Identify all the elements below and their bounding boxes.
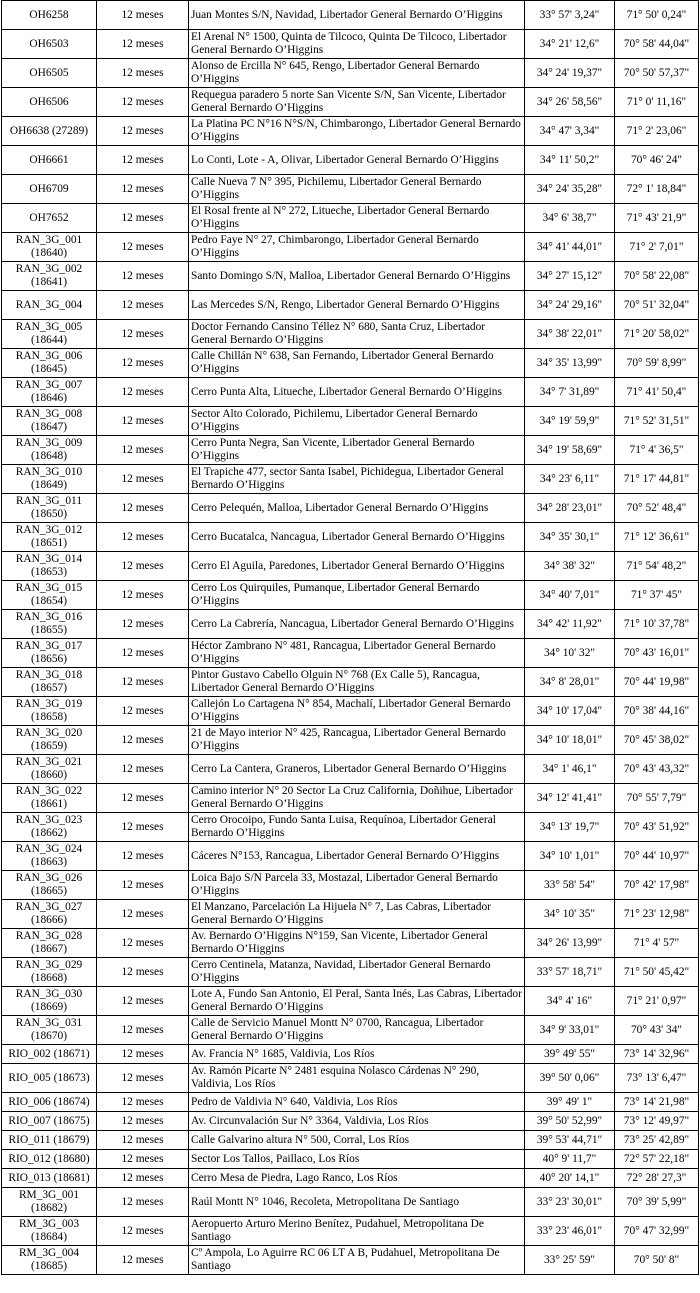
table-body [2, 1, 699, 1275]
table-row [2, 1131, 699, 1150]
site-id-cell: OH6503 [2, 30, 97, 59]
term-cell: 12 meses [97, 291, 189, 320]
longitude-cell: 70° 46' 24" [615, 146, 699, 175]
longitude-cell: 71° 12' 36,61" [615, 523, 699, 552]
longitude-cell: 70° 55' 7,79" [615, 784, 699, 813]
longitude-cell: 73° 12' 49,97" [615, 1112, 699, 1131]
site-id-cell: RAN_3G_004 [2, 291, 97, 320]
term-cell: 12 meses [97, 1150, 189, 1169]
table-row [2, 59, 699, 88]
table-row [2, 639, 699, 668]
latitude-cell: 34° 24' 19,37" [525, 59, 615, 88]
term-cell: 12 meses [97, 1131, 189, 1150]
site-id-cell: RAN_3G_001 (18640) [2, 233, 97, 262]
table-row [2, 1, 699, 30]
site-id-cell: RAN_3G_002 (18641) [2, 262, 97, 291]
site-id-cell: RIO_006 (18674) [2, 1093, 97, 1112]
longitude-cell: 71° 10' 37,78" [615, 610, 699, 639]
latitude-cell: 34° 35' 13,99" [525, 349, 615, 378]
term-cell: 12 meses [97, 726, 189, 755]
site-id-cell: RAN_3G_020 (18659) [2, 726, 97, 755]
latitude-cell: 34° 26' 58,56" [525, 88, 615, 117]
site-id-cell: OH6638 (27289) [2, 117, 97, 146]
longitude-cell: 71° 52' 31,51" [615, 407, 699, 436]
address-cell: Doctor Fernando Cansino Téllez N° 680, Santa Cruz, Libertador General Bernardo O’Higgins [189, 320, 525, 349]
latitude-cell: 34° 41' 44,01" [525, 233, 615, 262]
table-row [2, 465, 699, 494]
term-cell: 12 meses [97, 175, 189, 204]
table-row [2, 88, 699, 117]
table-row [2, 1064, 699, 1093]
sites-table [1, 0, 699, 1275]
address-cell: Santo Domingo S/N, Malloa, Libertador General Bernardo O’Higgins [189, 262, 525, 291]
address-cell: Calle Nueva 7 N° 395, Pichilemu, Libertador General Bernardo O’Higgins [189, 175, 525, 204]
table-row [2, 1093, 699, 1112]
site-id-cell: RAN_3G_015 (18654) [2, 581, 97, 610]
latitude-cell: 34° 40' 7,01" [525, 581, 615, 610]
site-id-cell: RAN_3G_021 (18660) [2, 755, 97, 784]
table-row [2, 1188, 699, 1217]
address-cell: Calle de Servicio Manuel Montt N° 0700, Rancagua, Libertador General Bernardo O’Higgins [189, 1016, 525, 1045]
latitude-cell: 40° 20' 14,1" [525, 1169, 615, 1188]
term-cell: 12 meses [97, 697, 189, 726]
address-cell: Cerro Mesa de Piedra, Lago Ranco, Los Ríos [189, 1169, 525, 1188]
term-cell: 12 meses [97, 900, 189, 929]
latitude-cell: 34° 19' 59,9" [525, 407, 615, 436]
address-cell: Calle Chillán N° 638, San Fernando, Libertador General Bernardo O’Higgins [189, 349, 525, 378]
site-id-cell: RAN_3G_010 (18649) [2, 465, 97, 494]
address-cell: Lote A, Fundo San Antonio, El Peral, Santa Inés, Las Cabras, Libertador General Bernardo O’Higgins [189, 987, 525, 1016]
term-cell: 12 meses [97, 958, 189, 987]
latitude-cell: 34° 23' 6,11" [525, 465, 615, 494]
address-cell: Calle Galvarino altura N° 500, Corral, Los Ríos [189, 1131, 525, 1150]
longitude-cell: 71° 4' 36,5" [615, 436, 699, 465]
table-row [2, 291, 699, 320]
latitude-cell: 39° 50' 52,99" [525, 1112, 615, 1131]
table-row [2, 871, 699, 900]
site-id-cell: OH6505 [2, 59, 97, 88]
address-cell: La Platina PC N°16 N°S/N, Chimbarongo, Libertador General Bernardo O’Higgins [189, 117, 525, 146]
table-row [2, 581, 699, 610]
term-cell: 12 meses [97, 494, 189, 523]
site-id-cell: RIO_013 (18681) [2, 1169, 97, 1188]
term-cell: 12 meses [97, 987, 189, 1016]
term-cell: 12 meses [97, 1064, 189, 1093]
site-id-cell: RAN_3G_009 (18648) [2, 436, 97, 465]
table-row [2, 175, 699, 204]
site-id-cell: RAN_3G_028 (18667) [2, 929, 97, 958]
table-row [2, 726, 699, 755]
table-row [2, 784, 699, 813]
site-id-cell: RAN_3G_008 (18647) [2, 407, 97, 436]
table-row [2, 958, 699, 987]
table-row [2, 1150, 699, 1169]
site-id-cell: RIO_011 (18679) [2, 1131, 97, 1150]
site-id-cell: RAN_3G_014 (18653) [2, 552, 97, 581]
term-cell: 12 meses [97, 436, 189, 465]
table-row [2, 755, 699, 784]
address-cell: Cerro El Aguila, Paredones, Libertador General Bernardo O’Higgins [189, 552, 525, 581]
address-cell: Camino interior N° 20 Sector La Cruz California, Doñihue, Libertador General Bernardo O’Higgins [189, 784, 525, 813]
latitude-cell: 34° 24' 29,16" [525, 291, 615, 320]
table-row [2, 1246, 699, 1275]
latitude-cell: 39° 50' 0,06" [525, 1064, 615, 1093]
longitude-cell: 71° 43' 21,9" [615, 204, 699, 233]
term-cell: 12 meses [97, 929, 189, 958]
latitude-cell: 33° 57' 18,71" [525, 958, 615, 987]
site-id-cell: RAN_3G_029 (18668) [2, 958, 97, 987]
address-cell: Lo Conti, Lote - A, Olivar, Libertador General Bernardo O’Higgins [189, 146, 525, 175]
term-cell: 12 meses [97, 1045, 189, 1064]
table-row [2, 1045, 699, 1064]
term-cell: 12 meses [97, 262, 189, 291]
longitude-cell: 70° 42' 17,98" [615, 871, 699, 900]
site-id-cell: RAN_3G_006 (18645) [2, 349, 97, 378]
term-cell: 12 meses [97, 204, 189, 233]
latitude-cell: 34° 27' 15,12" [525, 262, 615, 291]
table-row [2, 697, 699, 726]
latitude-cell: 34° 10' 18,01" [525, 726, 615, 755]
table-row [2, 929, 699, 958]
address-cell: Sector Alto Colorado, Pichilemu, Libertador General Bernardo O’Higgins [189, 407, 525, 436]
address-cell: Pedro Faye N° 27, Chimbarongo, Libertador General Bernardo O’Higgins [189, 233, 525, 262]
address-cell: El Manzano, Parcelación La Hijuela N° 7, Las Cabras, Libertador General Bernardo O’Higgins [189, 900, 525, 929]
address-cell: El Rosal frente al N° 272, Litueche, Libertador General Bernardo O’Higgins [189, 204, 525, 233]
longitude-cell: 71° 17' 44,81" [615, 465, 699, 494]
term-cell: 12 meses [97, 59, 189, 88]
latitude-cell: 34° 1' 46,1" [525, 755, 615, 784]
latitude-cell: 33° 58' 54" [525, 871, 615, 900]
site-id-cell: RAN_3G_026 (18665) [2, 871, 97, 900]
address-cell: Cerro Punta Alta, Litueche, Libertador General Bernardo O’Higgins [189, 378, 525, 407]
site-id-cell: RAN_3G_012 (18651) [2, 523, 97, 552]
term-cell: 12 meses [97, 813, 189, 842]
latitude-cell: 34° 42' 11,92" [525, 610, 615, 639]
longitude-cell: 70° 38' 44,16" [615, 697, 699, 726]
longitude-cell: 72° 1' 18,84" [615, 175, 699, 204]
address-cell: Cerro Bucatalca, Nancagua, Libertador General Bernardo O’Higgins [189, 523, 525, 552]
longitude-cell: 71° 23' 12,98" [615, 900, 699, 929]
address-cell: Cerro La Cabrería, Nancagua, Libertador General Bernardo O’Higgins [189, 610, 525, 639]
address-cell: Av. Circunvalación Sur N° 3364, Valdivia, Los Ríos [189, 1112, 525, 1131]
term-cell: 12 meses [97, 784, 189, 813]
longitude-cell: 70° 45' 38,02" [615, 726, 699, 755]
term-cell: 12 meses [97, 871, 189, 900]
site-id-cell: RIO_012 (18680) [2, 1150, 97, 1169]
term-cell: 12 meses [97, 407, 189, 436]
site-id-cell: RAN_3G_023 (18662) [2, 813, 97, 842]
longitude-cell: 70° 47' 32,99" [615, 1217, 699, 1246]
address-cell: 21 de Mayo interior N° 425, Rancagua, Libertador General Bernardo O’Higgins [189, 726, 525, 755]
latitude-cell: 34° 38' 32" [525, 552, 615, 581]
site-id-cell: OH6506 [2, 88, 97, 117]
term-cell: 12 meses [97, 378, 189, 407]
address-cell: El Trapiche 477, sector Santa Isabel, Pichidegua, Libertador General Bernardo O’Higgins [189, 465, 525, 494]
term-cell: 12 meses [97, 88, 189, 117]
address-cell: Av. Francia N° 1685, Valdivia, Los Ríos [189, 1045, 525, 1064]
site-id-cell: RAN_3G_027 (18666) [2, 900, 97, 929]
table-row [2, 1112, 699, 1131]
longitude-cell: 70° 44' 19,98" [615, 668, 699, 697]
site-id-cell: RAN_3G_016 (18655) [2, 610, 97, 639]
term-cell: 12 meses [97, 842, 189, 871]
site-id-cell: RAN_3G_018 (18657) [2, 668, 97, 697]
latitude-cell: 33° 23' 30,01" [525, 1188, 615, 1217]
site-id-cell: RAN_3G_022 (18661) [2, 784, 97, 813]
address-cell: Aeropuerto Arturo Merino Benítez, Pudahuel, Metropolitana De Santiago [189, 1217, 525, 1246]
longitude-cell: 72° 28' 27,3" [615, 1169, 699, 1188]
address-cell: Cerro Centinela, Matanza, Navidad, Libertador General Bernardo O’Higgins [189, 958, 525, 987]
latitude-cell: 33° 25' 59" [525, 1246, 615, 1275]
latitude-cell: 34° 26' 13,99" [525, 929, 615, 958]
longitude-cell: 72° 57' 22,18" [615, 1150, 699, 1169]
longitude-cell: 70° 43' 34" [615, 1016, 699, 1045]
address-cell: Cerro Los Quirquiles, Pumanque, Libertador General Bernardo O’Higgins [189, 581, 525, 610]
term-cell: 12 meses [97, 755, 189, 784]
site-id-cell: RIO_005 (18673) [2, 1064, 97, 1093]
address-cell: Pintor Gustavo Cabello Olguin N° 768 (Ex Calle 5), Rancagua, Libertador General Bernardo O’Higgins [189, 668, 525, 697]
longitude-cell: 71° 2' 23,06" [615, 117, 699, 146]
table-row [2, 204, 699, 233]
term-cell: 12 meses [97, 30, 189, 59]
longitude-cell: 71° 21' 0,97" [615, 987, 699, 1016]
table-row [2, 1016, 699, 1045]
latitude-cell: 34° 38' 22,01" [525, 320, 615, 349]
site-id-cell: OH6661 [2, 146, 97, 175]
term-cell: 12 meses [97, 1217, 189, 1246]
latitude-cell: 34° 11' 50,2" [525, 146, 615, 175]
term-cell: 12 meses [97, 1169, 189, 1188]
longitude-cell: 73° 14' 21,98" [615, 1093, 699, 1112]
site-id-cell: RAN_3G_007 (18646) [2, 378, 97, 407]
longitude-cell: 71° 37' 45" [615, 581, 699, 610]
longitude-cell: 71° 50' 0,24" [615, 1, 699, 30]
longitude-cell: 71° 20' 58,02" [615, 320, 699, 349]
site-id-cell: OH7652 [2, 204, 97, 233]
site-id-cell: RAN_3G_017 (18656) [2, 639, 97, 668]
term-cell: 12 meses [97, 1112, 189, 1131]
address-cell: Cerro Punta Negra, San Vicente, Libertador General Bernardo O’Higgins [189, 436, 525, 465]
longitude-cell: 70° 52' 48,4" [615, 494, 699, 523]
latitude-cell: 34° 10' 17,04" [525, 697, 615, 726]
address-cell: Requegua paradero 5 norte San Vicente S/N, San Vicente, Libertador General Bernardo O’Higgins [189, 88, 525, 117]
address-cell: Alonso de Ercilla N° 645, Rengo, Libertador General Bernardo O’Higgins [189, 59, 525, 88]
latitude-cell: 34° 4' 16" [525, 987, 615, 1016]
latitude-cell: 34° 47' 3,34" [525, 117, 615, 146]
longitude-cell: 70° 58' 22,08" [615, 262, 699, 291]
site-id-cell: OH6709 [2, 175, 97, 204]
address-cell: Cerro Orocoipo, Fundo Santa Luisa, Requínoa, Libertador General Bernardo O’Higgins [189, 813, 525, 842]
site-id-cell: RAN_3G_031 (18670) [2, 1016, 97, 1045]
latitude-cell: 34° 10' 1,01" [525, 842, 615, 871]
longitude-cell: 70° 39' 5,99" [615, 1188, 699, 1217]
term-cell: 12 meses [97, 1, 189, 30]
address-cell: Juan Montes S/N, Navidad, Libertador General Bernardo O’Higgins [189, 1, 525, 30]
term-cell: 12 meses [97, 639, 189, 668]
longitude-cell: 71° 2' 7,01" [615, 233, 699, 262]
longitude-cell: 70° 50' 57,37" [615, 59, 699, 88]
term-cell: 12 meses [97, 552, 189, 581]
term-cell: 12 meses [97, 349, 189, 378]
latitude-cell: 39° 53' 44,71" [525, 1131, 615, 1150]
longitude-cell: 70° 50' 8" [615, 1246, 699, 1275]
address-cell: Av. Ramón Picarte N° 2481 esquina Nolasco Cárdenas N° 290, Valdivia, Los Ríos [189, 1064, 525, 1093]
term-cell: 12 meses [97, 581, 189, 610]
site-id-cell: RM_3G_003 (18684) [2, 1217, 97, 1246]
table-row [2, 523, 699, 552]
site-id-cell: RAN_3G_011 (18650) [2, 494, 97, 523]
table-row [2, 407, 699, 436]
address-cell: Cº Ampola, Lo Aguirre RC 06 LT A B, Pudahuel, Metropolitana De Santiago [189, 1246, 525, 1275]
term-cell: 12 meses [97, 1093, 189, 1112]
address-cell: Loica Bajo S/N Parcela 33, Mostazal, Libertador General Bernardo O’Higgins [189, 871, 525, 900]
longitude-cell: 71° 50' 45,42" [615, 958, 699, 987]
table-row [2, 900, 699, 929]
address-cell: Héctor Zambrano N° 481, Rancagua, Libertador General Bernardo O’Higgins [189, 639, 525, 668]
table-row [2, 1217, 699, 1246]
address-cell: Sector Los Tallos, Paillaco, Los Ríos [189, 1150, 525, 1169]
latitude-cell: 34° 28' 23,01" [525, 494, 615, 523]
longitude-cell: 70° 51' 32,04" [615, 291, 699, 320]
longitude-cell: 71° 0' 11,16" [615, 88, 699, 117]
address-cell: Cerro Pelequén, Malloa, Libertador General Bernardo O’Higgins [189, 494, 525, 523]
term-cell: 12 meses [97, 233, 189, 262]
table-row [2, 30, 699, 59]
site-id-cell: RM_3G_001 (18682) [2, 1188, 97, 1217]
table-row [2, 233, 699, 262]
site-id-cell: RAN_3G_019 (18658) [2, 697, 97, 726]
term-cell: 12 meses [97, 1188, 189, 1217]
term-cell: 12 meses [97, 610, 189, 639]
longitude-cell: 70° 43' 51,92" [615, 813, 699, 842]
table-row [2, 1169, 699, 1188]
longitude-cell: 70° 59' 8,99" [615, 349, 699, 378]
latitude-cell: 34° 12' 41,41" [525, 784, 615, 813]
term-cell: 12 meses [97, 523, 189, 552]
latitude-cell: 34° 8' 28,01" [525, 668, 615, 697]
address-cell: El Arenal N° 1500, Quinta de Tilcoco, Quinta De Tilcoco, Libertador General Bernardo O’Higgins [189, 30, 525, 59]
latitude-cell: 33° 23' 46,01" [525, 1217, 615, 1246]
site-id-cell: RAN_3G_024 (18663) [2, 842, 97, 871]
table-row [2, 668, 699, 697]
table-row [2, 378, 699, 407]
latitude-cell: 34° 24' 35,28" [525, 175, 615, 204]
latitude-cell: 34° 21' 12,6" [525, 30, 615, 59]
term-cell: 12 meses [97, 465, 189, 494]
term-cell: 12 meses [97, 320, 189, 349]
latitude-cell: 34° 35' 30,1" [525, 523, 615, 552]
longitude-cell: 71° 4' 57" [615, 929, 699, 958]
longitude-cell: 73° 14' 32,96" [615, 1045, 699, 1064]
table-row [2, 349, 699, 378]
longitude-cell: 70° 43' 43,32" [615, 755, 699, 784]
address-cell: Las Mercedes S/N, Rengo, Libertador General Bernardo O’Higgins [189, 291, 525, 320]
table-row [2, 320, 699, 349]
latitude-cell: 34° 7' 31,89" [525, 378, 615, 407]
site-id-cell: RM_3G_004 (18685) [2, 1246, 97, 1275]
latitude-cell: 39° 49' 1" [525, 1093, 615, 1112]
term-cell: 12 meses [97, 668, 189, 697]
term-cell: 12 meses [97, 117, 189, 146]
site-id-cell: OH6258 [2, 1, 97, 30]
table-row [2, 842, 699, 871]
site-id-cell: RAN_3G_030 (18669) [2, 987, 97, 1016]
table-row [2, 146, 699, 175]
table-row [2, 552, 699, 581]
site-id-cell: RIO_007 (18675) [2, 1112, 97, 1131]
latitude-cell: 39° 49' 55" [525, 1045, 615, 1064]
table-row [2, 436, 699, 465]
longitude-cell: 70° 58' 44,04" [615, 30, 699, 59]
term-cell: 12 meses [97, 1246, 189, 1275]
address-cell: Callejón Lo Cartagena N° 854, Machalí, Libertador General Bernardo O’Higgins [189, 697, 525, 726]
site-id-cell: RAN_3G_005 (18644) [2, 320, 97, 349]
latitude-cell: 40° 9' 11,7" [525, 1150, 615, 1169]
table-row [2, 813, 699, 842]
latitude-cell: 33° 57' 3,24" [525, 1, 615, 30]
longitude-cell: 71° 41' 50,4" [615, 378, 699, 407]
latitude-cell: 34° 19' 58,69" [525, 436, 615, 465]
longitude-cell: 73° 25' 42,89" [615, 1131, 699, 1150]
address-cell: Pedro de Valdivia N° 640, Valdivia, Los Ríos [189, 1093, 525, 1112]
term-cell: 12 meses [97, 1016, 189, 1045]
table-row [2, 117, 699, 146]
address-cell: Av. Bernardo O’Higgins N°159, San Vicente, Libertador General Bernardo O’Higgins [189, 929, 525, 958]
longitude-cell: 71° 54' 48,2" [615, 552, 699, 581]
address-cell: Cerro La Cantera, Graneros, Libertador General Bernardo O’Higgins [189, 755, 525, 784]
latitude-cell: 34° 9' 33,01" [525, 1016, 615, 1045]
longitude-cell: 70° 44' 10,97" [615, 842, 699, 871]
latitude-cell: 34° 6' 38,7" [525, 204, 615, 233]
site-id-cell: RIO_002 (18671) [2, 1045, 97, 1064]
table-row [2, 494, 699, 523]
table-row [2, 610, 699, 639]
latitude-cell: 34° 13' 19,7" [525, 813, 615, 842]
table-row [2, 262, 699, 291]
longitude-cell: 70° 43' 16,01" [615, 639, 699, 668]
term-cell: 12 meses [97, 146, 189, 175]
latitude-cell: 34° 10' 35" [525, 900, 615, 929]
address-cell: Cáceres N°153, Rancagua, Libertador General Bernardo O’Higgins [189, 842, 525, 871]
address-cell: Raúl Montt N° 1046, Recoleta, Metropolitana De Santiago [189, 1188, 525, 1217]
latitude-cell: 34° 10' 32" [525, 639, 615, 668]
longitude-cell: 73° 13' 6,47" [615, 1064, 699, 1093]
table-row [2, 987, 699, 1016]
